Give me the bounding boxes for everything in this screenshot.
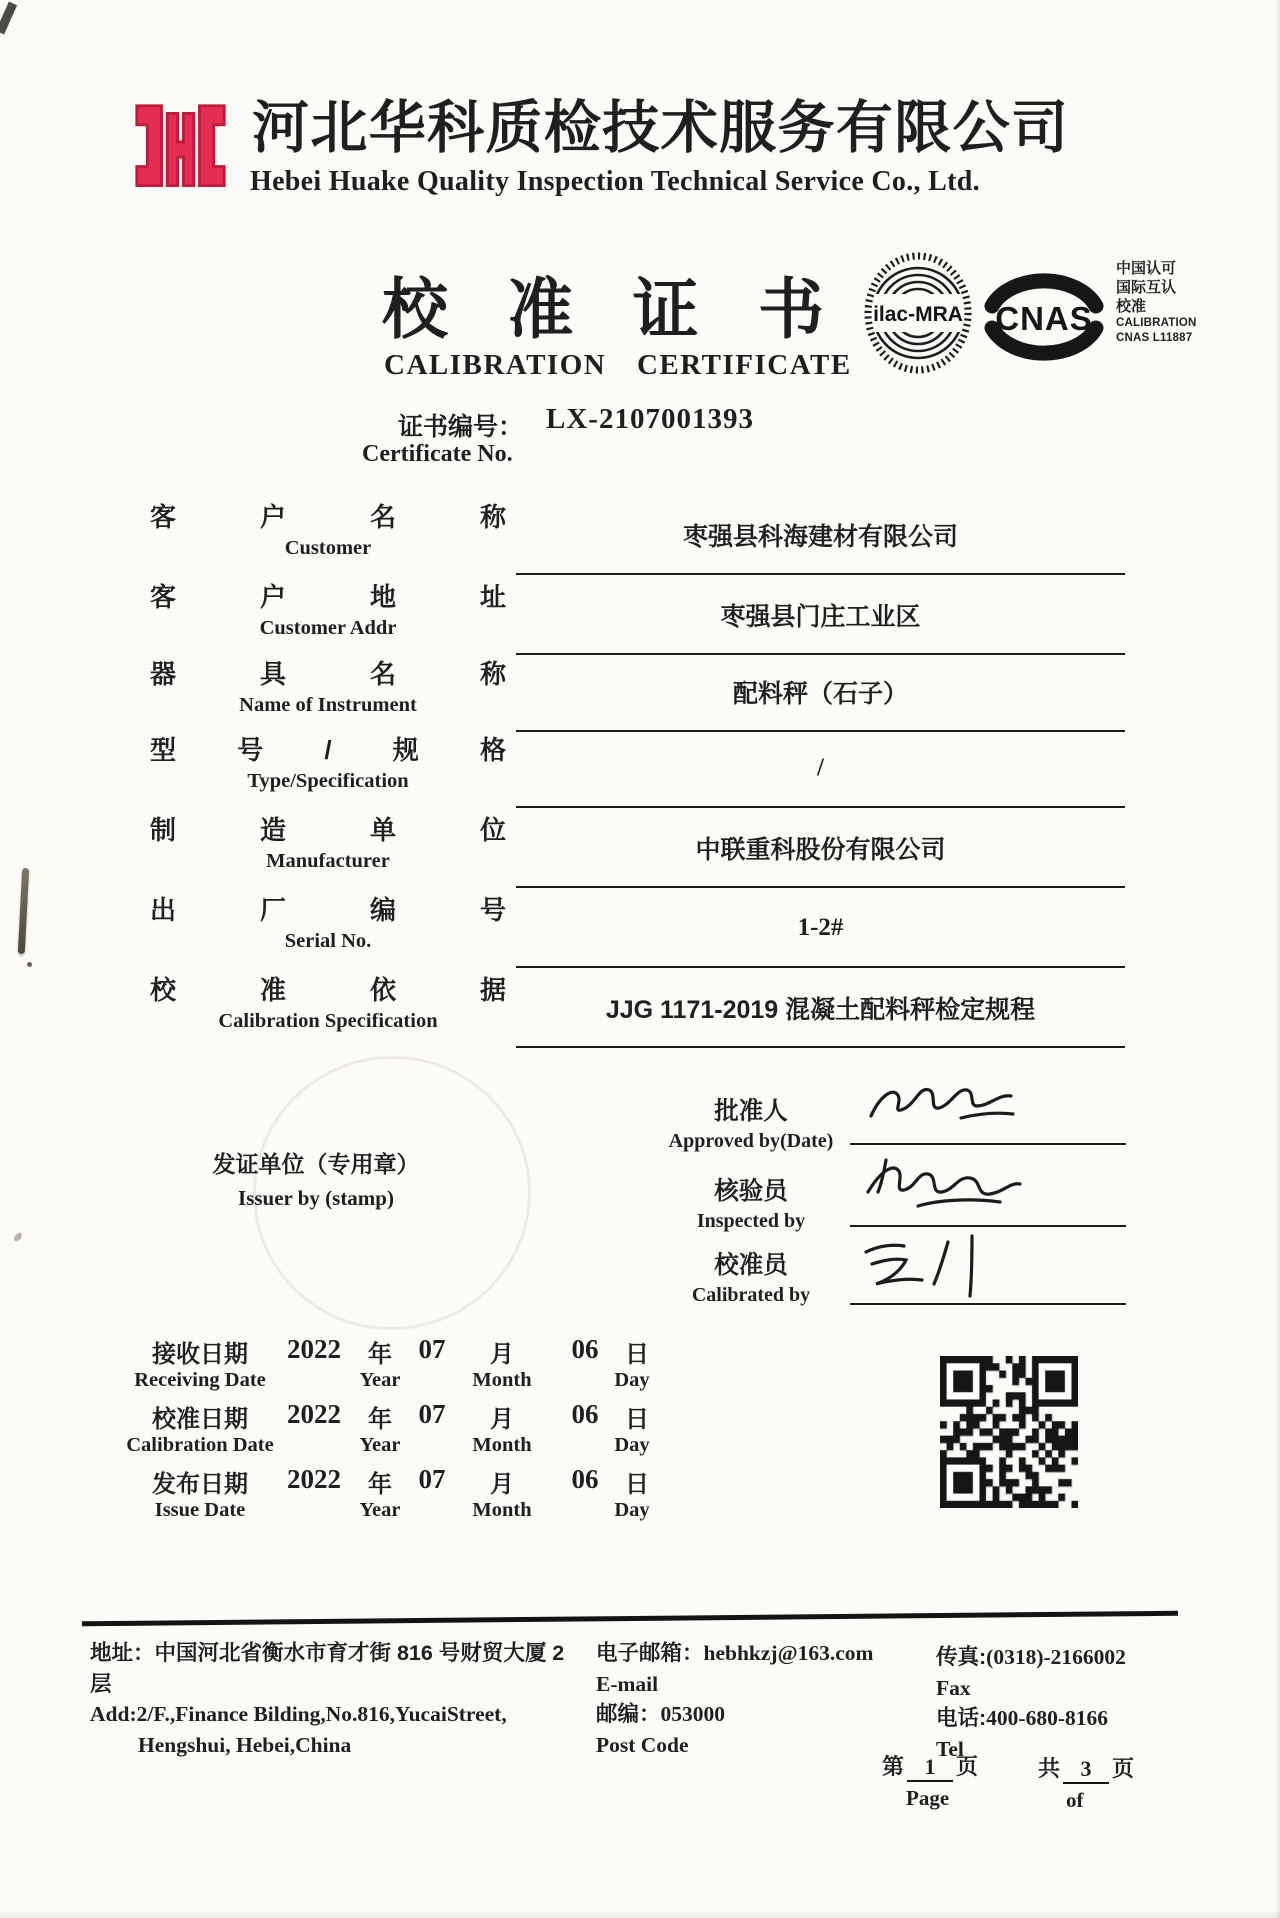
signoff-label-en: Calibrated by (691, 1284, 811, 1306)
day-unit-cn: 日 (625, 1341, 649, 1368)
company-name-cn: 河北华科质检技术服务有限公司 (252, 96, 1068, 160)
day-unit-cn: 日 (625, 1471, 649, 1498)
field-value: / (516, 729, 1125, 808)
day-unit-cn: 日 (625, 1406, 649, 1433)
day-unit-en: Day (614, 1369, 650, 1391)
year-unit-cn: 年 (368, 1341, 392, 1368)
field-label-en: Manufacturer (266, 850, 390, 872)
page-label-post: 页 (956, 1754, 979, 1779)
total-label-post: 页 (1112, 1756, 1135, 1781)
page-label-en: Page (906, 1786, 950, 1810)
year-unit-en: Year (359, 1499, 401, 1521)
document-title-en: CALIBRATION CERTIFICATE (384, 349, 852, 381)
footer-contact-right (936, 1642, 1196, 1764)
month-unit-en: Month (472, 1499, 532, 1521)
postcode-label-en: Post Code (596, 1732, 689, 1757)
accreditation-line: CNAS L11887 (1116, 331, 1193, 344)
calibrated-signature-icon (852, 1230, 1052, 1302)
signature-line (850, 1143, 1126, 1145)
signoff-label-en: Approved by(Date) (668, 1130, 834, 1152)
field-row-instrument (150, 653, 1125, 732)
signoff-calibrated (648, 1246, 854, 1307)
tel-value: 400-680-8166 (986, 1706, 1108, 1731)
total-pages-number: 3 (1063, 1756, 1109, 1784)
postcode-label-cn: 邮编： (596, 1702, 661, 1727)
date-label-cn: 接收日期 (152, 1341, 248, 1368)
date-row-calibration (126, 1399, 695, 1461)
field-label-cn: 客户名称 (150, 502, 506, 532)
field-row-manufacturer (150, 809, 1125, 888)
date-label-cn: 校准日期 (152, 1406, 248, 1433)
signoff-label-cn: 批准人 (714, 1098, 788, 1125)
field-label-en: Customer (284, 537, 372, 559)
tel-label-cn: 电话: (936, 1706, 987, 1731)
email-label-cn: 电子邮箱： (596, 1641, 704, 1665)
fax-label-en: Fax (936, 1675, 971, 1700)
field-row-type (150, 729, 1125, 808)
month-unit-en: Month (472, 1369, 532, 1391)
certificate-no-label-en: Certificate No. (362, 441, 513, 467)
field-row-serial (150, 889, 1125, 968)
field-row-customer-addr (150, 576, 1125, 655)
ilac-mra-icon (862, 250, 974, 378)
signoff-approved (648, 1092, 854, 1153)
issuer-label-en: Issuer by (stamp) (238, 1186, 394, 1210)
month-unit-cn: 月 (490, 1471, 514, 1498)
field-row-specification (150, 969, 1125, 1048)
field-label-en: Type/Specification (247, 770, 409, 792)
page-number-group (882, 1750, 978, 1782)
accreditation-line: CALIBRATION (1116, 317, 1197, 329)
month-unit-en: Month (472, 1434, 532, 1456)
date-label-en: Calibration Date (126, 1434, 274, 1456)
date-label-en: Receiving Date (134, 1369, 266, 1391)
day-unit-en: Day (614, 1499, 650, 1521)
issuer-label-cn: 发证单位（专用章） (212, 1151, 420, 1177)
address-en: Add:2/F.,Finance Bilding,No.816,YucaiStreet, (90, 1702, 507, 1727)
signoff-label-cn: 核验员 (714, 1178, 788, 1205)
day-unit-en: Day (614, 1434, 650, 1456)
date-year-value: 2022 (287, 1464, 341, 1494)
address-cn: 地址：中国河北省衡水市育才街 816 号财贸大厦 2 层 (90, 1641, 565, 1696)
field-label-cn: 出厂编号 (150, 895, 506, 925)
svg-text:CNAS: CNAS (995, 300, 1093, 337)
tel-label-en: Tel (936, 1736, 964, 1761)
field-value: 配料秤（石子） (516, 653, 1125, 732)
issuer-block (208, 1146, 424, 1211)
field-value: 枣强县门庄工业区 (516, 576, 1125, 655)
field-value: 枣强县科海建材有限公司 (516, 496, 1125, 575)
total-label-en: of (1066, 1788, 1084, 1812)
page-number: 1 (907, 1754, 953, 1782)
staple (18, 868, 29, 954)
field-label-en: Name of Instrument (239, 694, 417, 716)
year-unit-en: Year (359, 1434, 401, 1456)
field-label-cn: 制造单位 (150, 815, 506, 845)
date-row-receiving (135, 1334, 695, 1396)
date-day-value: 06 (571, 1334, 599, 1364)
company-name-en: Hebei Huake Quality Inspection Technical Service Co., Ltd. (250, 166, 980, 197)
signoff-inspected (648, 1172, 854, 1233)
inspected-signature-icon (858, 1152, 1058, 1222)
field-label-cn: 型号/规格 (150, 735, 506, 765)
scan-speck (12, 1231, 23, 1243)
email-value: hebhkzj@163.com (703, 1641, 874, 1665)
huake-logo (133, 102, 228, 197)
year-unit-cn: 年 (368, 1406, 392, 1433)
inspected-signature (858, 1152, 1058, 1227)
approved-signature (865, 1072, 1045, 1143)
page-label-pre: 第 (882, 1754, 905, 1779)
date-month-value: 07 (418, 1399, 446, 1429)
huake-logo-icon (133, 102, 228, 197)
field-label-cn: 客户地址 (150, 582, 506, 612)
scan-speck (27, 962, 32, 967)
fax-value: (0318)-2166002 (986, 1645, 1126, 1669)
certificate-no-value: LX-2107001393 (546, 403, 754, 435)
signoff-label-en: Inspected by (696, 1210, 806, 1232)
footer-divider (82, 1611, 1178, 1627)
accreditation-line: 中国认可 (1116, 260, 1177, 277)
cnas-icon (982, 266, 1106, 368)
total-label-pre: 共 (1038, 1756, 1061, 1781)
date-month-value: 07 (418, 1464, 446, 1494)
document-title-cn: 校准证书 (382, 272, 824, 346)
field-label-cn: 校准依据 (150, 975, 506, 1005)
accreditation-line: 校准 (1116, 298, 1147, 315)
date-row-issue (135, 1464, 695, 1526)
month-unit-cn: 月 (490, 1406, 514, 1433)
field-label-en: Serial No. (284, 930, 372, 952)
date-month-value: 07 (418, 1334, 446, 1364)
scan-edge-shadow (1274, 0, 1280, 1918)
accreditation-text (1116, 261, 1226, 347)
field-label-en: Customer Addr (259, 617, 397, 639)
field-value: 中联重科股份有限公司 (516, 809, 1125, 888)
date-label-cn: 发布日期 (152, 1471, 248, 1498)
signoff-label-cn: 校准员 (714, 1252, 788, 1279)
footer-address (90, 1638, 572, 1760)
svg-text:ilac-MRA: ilac-MRA (873, 303, 963, 326)
date-day-value: 06 (571, 1399, 599, 1429)
cnas-mark (982, 266, 1106, 368)
total-pages-group (1038, 1752, 1134, 1784)
qr-code (940, 1356, 1078, 1508)
field-label-en: Calibration Specification (218, 1010, 438, 1032)
date-year-value: 2022 (287, 1334, 341, 1364)
date-label-en: Issue Date (154, 1499, 246, 1521)
year-unit-en: Year (359, 1369, 401, 1391)
approved-signature-icon (865, 1072, 1045, 1138)
accreditation-line: 国际互认 (1116, 279, 1177, 296)
scan-corner-mark (0, 2, 17, 35)
year-unit-cn: 年 (368, 1471, 392, 1498)
field-value: JJG 1171-2019 混凝土配料秤检定规程 (516, 969, 1125, 1048)
date-year-value: 2022 (287, 1399, 341, 1429)
email-label-en: E-mail (596, 1671, 659, 1696)
certificate-no-label-cn: 证书编号： (398, 413, 524, 441)
footer-contact-mid (596, 1638, 916, 1760)
fax-label-cn: 传真: (936, 1645, 987, 1669)
field-label-cn: 器具名称 (150, 659, 506, 689)
field-value: 1-2# (516, 889, 1125, 968)
month-unit-cn: 月 (490, 1341, 514, 1368)
address-en: Hengshui, Hebei,China (138, 1732, 352, 1757)
ilac-mra-mark (862, 250, 974, 378)
scan-edge-shadow (0, 1910, 1280, 1918)
date-day-value: 06 (571, 1464, 599, 1494)
field-row-customer (150, 496, 1125, 575)
calibrated-signature (852, 1230, 1052, 1307)
postcode-value: 053000 (660, 1702, 726, 1727)
